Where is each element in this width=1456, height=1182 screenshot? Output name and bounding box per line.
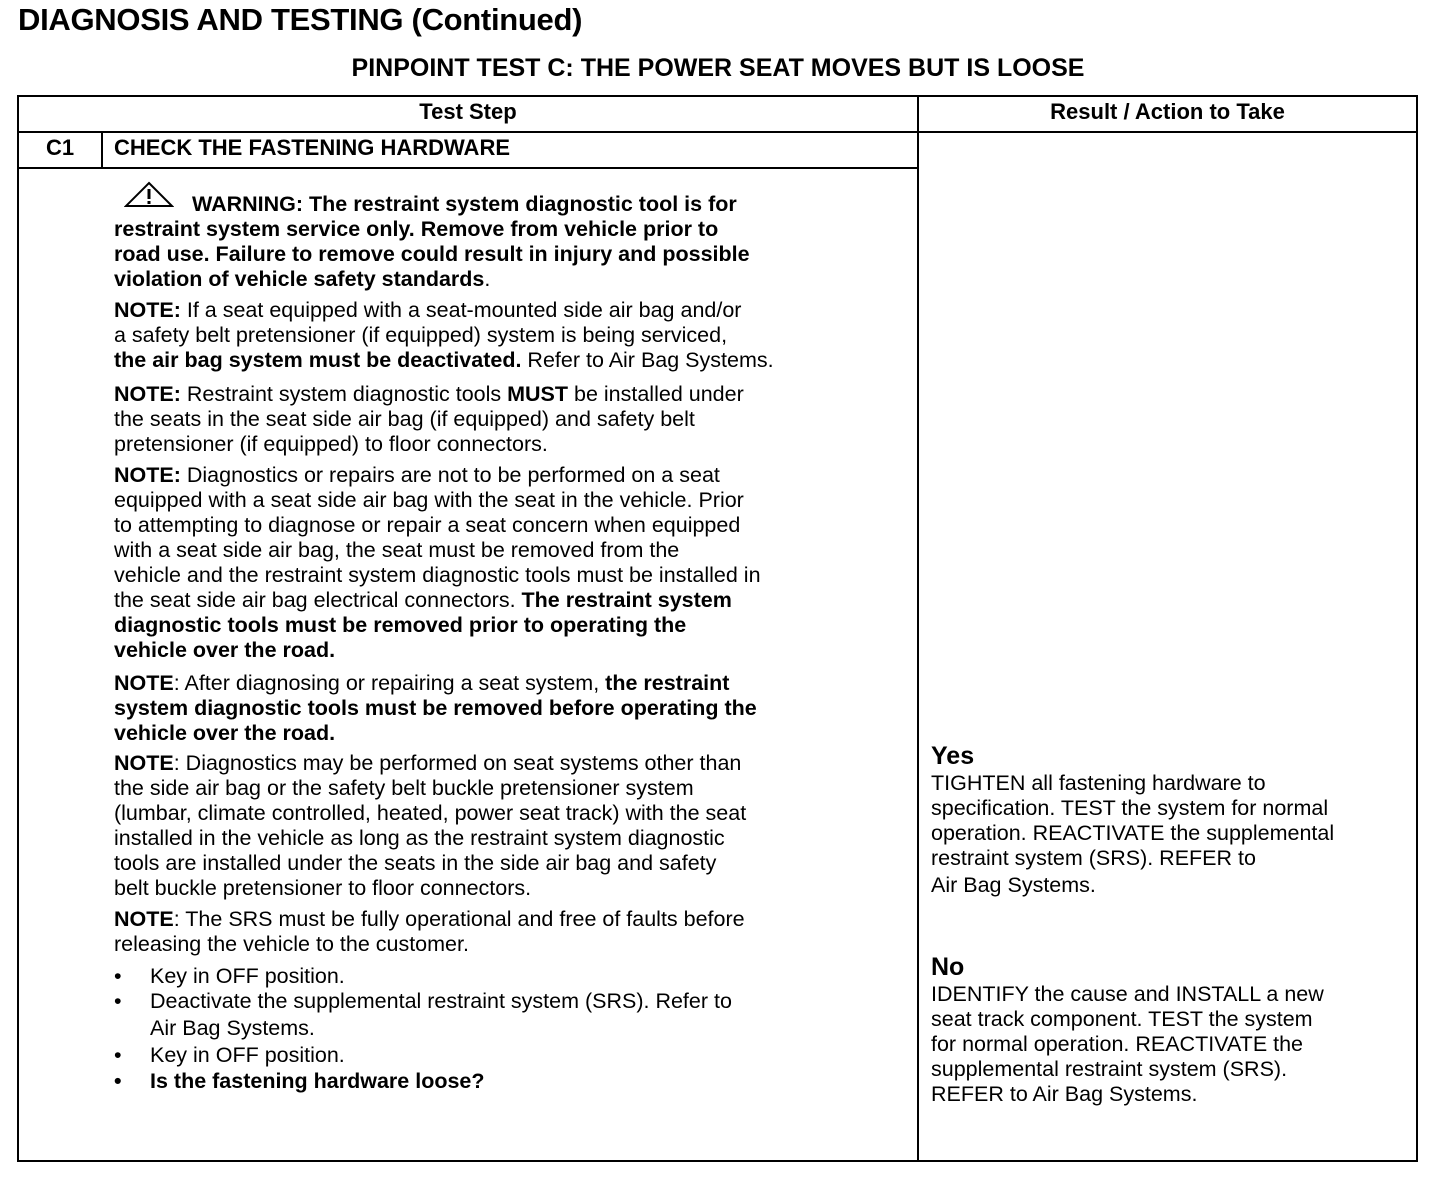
note-diagnostic-tools-install: NOTE: Restraint system diagnostic tools MUST be installed under the seats in the seat side air bag (if equipped) and safety belt pretensioner (if equipped) to floor connectors. [114,382,744,456]
note-other-seat-systems: NOTE: Diagnostics may be performed on seat systems other than the side air bag or the safety belt buckle pretensioner system (lumbar, climate controlled, heated, power seat track) with the seat installed in the vehicle as long as the restraint system diagnostic tools are installed under the seats in the side air bag and safety belt buckle pretensioner to floor connectors. [114,751,747,900]
result-no-label: No [931,953,965,981]
warning-text: WARNING: The restraint system diagnostic tool is for restraint system service only. Remove from vehicle prior to road use. Failure to remove could result in injury and possible violation of vehicle safety standards. [114,192,750,291]
step-id: C1 [45,135,75,160]
step-heading-divider [19,167,917,169]
result-yes-label: Yes [931,742,975,770]
step-id-divider [101,131,103,167]
result-no-action: IDENTIFY the cause and INSTALL a new seat track component. TEST the system for normal operation. REACTIVATE the supplemental restraint system (SRS). REFER to Air Bag Systems. [931,982,1324,1106]
pinpoint-test-table: Test Step Result / Action to Take C1 CHECK THE FASTENING HARDWARE WARNING: The restraint system diagnostic tool is for restraint system service only. Remove from vehicle prior to road use. Failure to remove could result in injury and possible violation of vehicle safety standards. NOTE: If a seat equipped with a seat-mounted side air bag and/or a safety belt pretensioner (if equipped) system is being serviced, the air bag system must be deactivated. Refer to Air Bag Systems. NOTE: Restraint system diagnostic tools MUST be installed under the seats in the seat side air bag (if equipped) and safety belt pretensioner (if equipped) to floor connectors. NOTE: Diagnostics or repairs are not to be performed on a seat equipped with a seat side air bag with the seat in the vehicle. Prior to attempting to diagnose or repair a seat concern when equipped with a seat side air bag, the seat must be removed from the vehicle and the restraint system diagnostic tools must be installed in the seat side air bag electrical connectors. The restraint system diagnostic tools must be removed prior to operating the vehicle over the road. NOTE: After diagnosing or repairing a seat system, the restraint system diagnostic tools must be removed before operating the vehicle over the road. NOTE: Diagnostics may be performed on seat systems other than the side air bag or the safety belt buckle pretensioner system (lumbar, climate controlled, heated, power seat track) with the seat installed in the vehicle as long as the restraint system diagnostic tools are installed under the seats in the side air bag and safety belt buckle pretensioner to floor connectors. NOTE: The SRS must be fully operational and free of faults before releasing the vehicle to the customer. • Key in OFF position. • Deactivate the supplemental restraint system (SRS). Refer to Air Bag Systems. • Key in OFF position. • Is the fastening hardware loose? Yes TIGHTEN all fastening hardware to specification. TEST the system for normal operation. REACTIVATE the supplemental restraint system (SRS). REFER to Air Bag Systems. No IDENTIFY the cause and INSTALL a new seat track component. TEST the system for normal operation. REACTIVATE the supplemental restraint system (SRS). REFER to Air Bag Systems. [17,95,1418,1162]
step-name: CHECK THE FASTENING HARDWARE [114,135,511,160]
column-divider [917,97,919,1160]
result-yes-action: TIGHTEN all fastening hardware to specification. TEST the system for normal operation. REACTIVATE the supplemental restraint system (SRS). REFER to Air Bag Systems. [931,771,1335,897]
pinpoint-test-title: PINPOINT TEST C: THE POWER SEAT MOVES BUT IS LOOSE [351,54,1085,82]
note-srs-operational: NOTE: The SRS must be fully operational and free of faults before releasing the vehicle to the customer. [114,907,745,956]
note-seat-removal: NOTE: Diagnostics or repairs are not to be performed on a seat equipped with a seat side air bag with the seat in the vehicle. Prior to attempting to diagnose or repair a seat concern when equipped with a seat side air bag, the seat must be removed from the vehicle and the restraint system diagnostic tools must be installed in the seat side air bag electrical connectors. The restraint system diagnostic tools must be removed prior to operating the vehicle over the road. [114,463,761,662]
header-test-step: Test Step [419,99,517,124]
note-remove-tools: NOTE: After diagnosing or repairing a seat system, the restraint system diagnostic tools must be removed before operating the vehicle over the road. [114,671,757,745]
note-air-bag-deactivation: NOTE: If a seat equipped with a seat-mounted side air bag and/or a safety belt pretensioner (if equipped) system is being serviced, the air bag system must be deactivated. Refer to Air Bag Systems. [114,298,774,372]
page-title: DIAGNOSIS AND TESTING (Continued) [18,2,583,37]
header-result-action: Result / Action to Take [1050,99,1285,124]
header-divider [19,131,1416,133]
